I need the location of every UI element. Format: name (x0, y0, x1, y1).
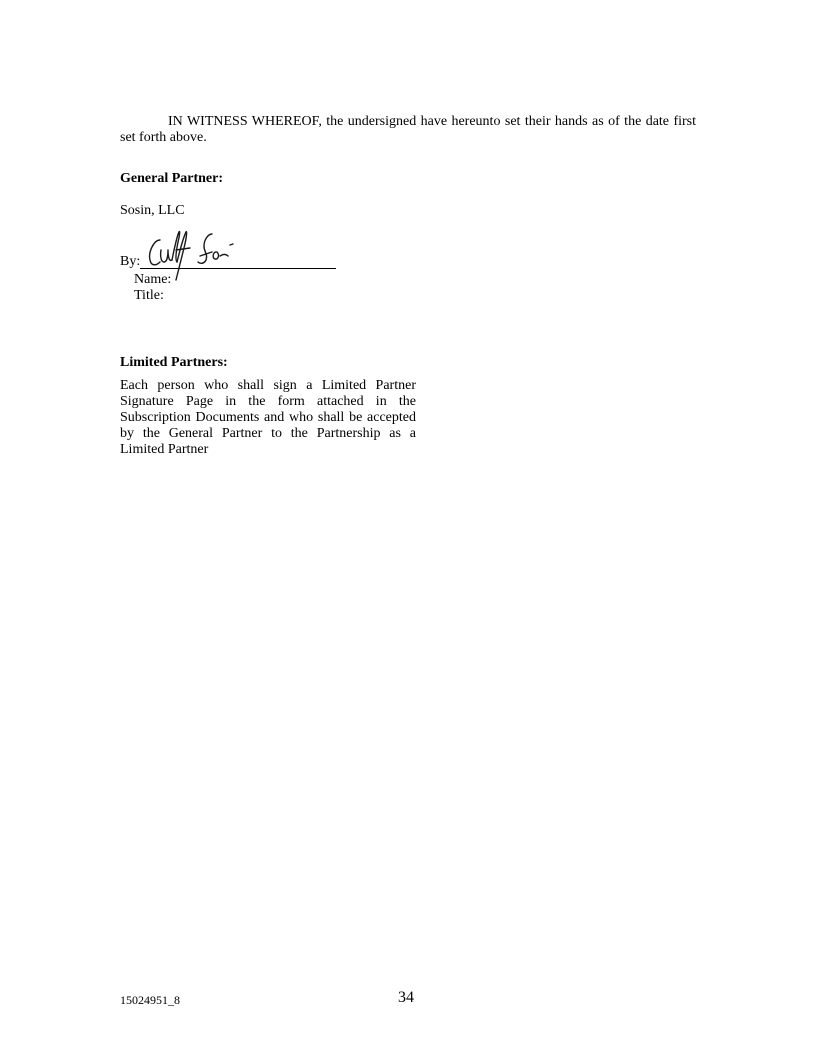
limited-partners-text: Each person who shall sign a Limited Partner Signature Page in the form attached in the Subscription Documents and who shall be accepted by the General Partner to the Partnership as a Limited Partner (120, 378, 416, 457)
general-partner-company: Sosin, LLC (120, 203, 185, 218)
page-number: 34 (398, 989, 414, 1006)
name-label: Name: (134, 272, 172, 287)
by-label: By: (120, 254, 141, 269)
general-partner-heading: General Partner: (120, 171, 224, 186)
limited-partners-heading: Limited Partners: (120, 355, 228, 370)
title-label: Title: (134, 288, 164, 303)
document-id: 15024951_8 (120, 993, 180, 1007)
witness-paragraph: IN WITNESS WHEREOF, the undersigned have hereunto set their hands as of the date first set forth above. (120, 114, 696, 145)
